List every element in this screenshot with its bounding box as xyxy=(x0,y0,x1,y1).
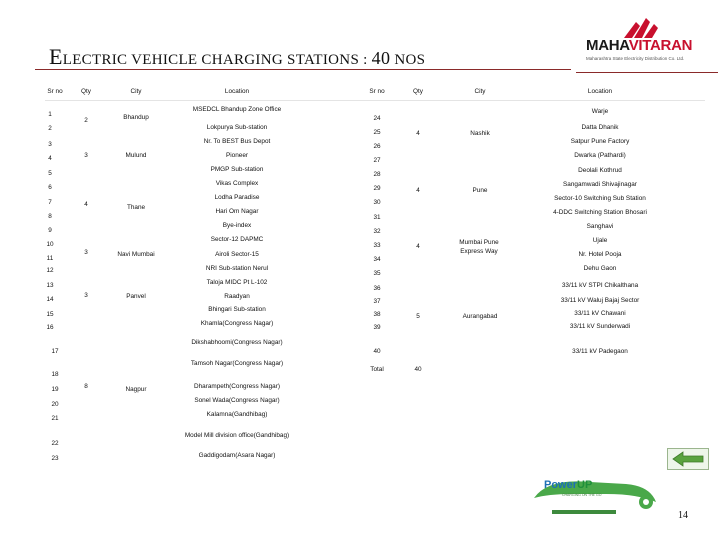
logo-name-b: VITARAN xyxy=(628,37,693,54)
powerup-text-b: UP xyxy=(577,479,593,491)
table-row-sr: 4 xyxy=(48,155,52,162)
back-arrow-icon[interactable] xyxy=(667,448,709,470)
table-row-sr: 25 xyxy=(373,129,381,136)
header-qty-2: Qty xyxy=(413,88,423,95)
table-row-sr: 30 xyxy=(373,199,381,206)
table-row-sr: 27 xyxy=(373,157,381,164)
table-row-location: Taloja MIDC Pt L-102 xyxy=(206,279,268,286)
table-row-location: Datta Dhanik xyxy=(581,124,619,131)
table-row-location: Sector-12 DAPMC xyxy=(210,236,264,243)
powerup-text-a: Power xyxy=(544,479,578,491)
table-row-sr: 11 xyxy=(46,255,54,262)
table-row-location: Khamla(Congress Nagar) xyxy=(200,320,274,327)
table-row-location: Sangamwadi Shivajinagar xyxy=(563,181,637,188)
group-qty: 8 xyxy=(84,383,88,390)
group-city: Aurangabad xyxy=(462,313,498,320)
table-row-location: Bye-index xyxy=(222,222,252,229)
table-row-sr: 28 xyxy=(373,171,381,178)
table-row-location: NRI Sub-station Nerul xyxy=(205,265,269,272)
group-city: Mumbai Pune Express Way xyxy=(459,239,499,255)
table-row-location: Lodha Paradise xyxy=(214,194,260,201)
group-qty: 5 xyxy=(416,313,420,320)
table-total-qty: 40 xyxy=(414,366,422,373)
table-row-location: Kalamna(Gandhibag) xyxy=(206,411,268,418)
table-row-location: Dwarka (Pathardi) xyxy=(574,152,626,159)
table-row-location: Warje xyxy=(591,108,609,115)
table-row-sr: 20 xyxy=(51,401,59,408)
group-city: Nashik xyxy=(470,130,490,137)
group-city: Navi Mumbai xyxy=(117,251,155,258)
logo-rule xyxy=(576,72,718,73)
table-row-sr: 24 xyxy=(373,115,381,122)
table-row-location: Dehu Gaon xyxy=(583,265,617,272)
table-row-location: Pioneer xyxy=(225,152,249,159)
header-divider xyxy=(45,100,705,101)
header-location-2: Location xyxy=(587,88,613,95)
table-row-sr: 37 xyxy=(373,298,381,305)
table-row-sr: 26 xyxy=(373,143,381,150)
group-qty: 4 xyxy=(84,201,88,208)
group-city: Nagpur xyxy=(125,386,147,393)
group-qty: 4 xyxy=(416,130,420,137)
slide-title xyxy=(49,44,425,70)
group-qty: 3 xyxy=(84,292,88,299)
table-row-location: Raadyan xyxy=(224,293,250,300)
header-sr-no-2: Sr no xyxy=(369,88,385,95)
powerup-wordmark xyxy=(544,479,592,491)
table-row-location: Hari Om Nagar xyxy=(215,208,259,215)
table-row-sr: 6 xyxy=(48,184,52,191)
table-row-sr: 36 xyxy=(373,285,381,292)
title-suffix: NOS xyxy=(390,52,426,68)
table-row-sr: 13 xyxy=(46,282,54,289)
table-row-sr: 23 xyxy=(51,455,59,462)
table-row-sr: 15 xyxy=(46,311,54,318)
table-row-sr: 12 xyxy=(46,267,54,274)
header-location: Location xyxy=(224,88,250,95)
table-row-location: Satpur Pune Factory xyxy=(570,138,630,145)
logo-wordmark xyxy=(586,37,692,54)
table-row-location: Dharampeth(Congress Nagar) xyxy=(194,383,280,390)
header-qty: Qty xyxy=(81,88,91,95)
table-row-location: 33/11 kV Waluj Bajaj Sector xyxy=(560,297,640,304)
table-row-sr: 2 xyxy=(48,125,52,132)
table-row-location: Model Mill division office(Gandhibag) xyxy=(184,432,290,439)
table-row-location: Tamsoh Nagar(Congress Nagar) xyxy=(190,360,284,367)
table-row-sr: 34 xyxy=(373,256,381,263)
title-initial: E xyxy=(49,44,63,69)
table-row-location: 33/11 kV STPI Chikalthana xyxy=(561,282,639,289)
title-rule xyxy=(35,69,571,70)
table-row-sr: 19 xyxy=(51,386,59,393)
table-row-location: Sonel Wada(Congress Nagar) xyxy=(194,397,280,404)
table-row-sr: 9 xyxy=(48,227,52,234)
table-row-location: Nr. Hotel Pooja xyxy=(578,251,622,258)
header-city: City xyxy=(130,88,142,95)
table-row-sr: 8 xyxy=(48,213,52,220)
group-qty: 4 xyxy=(416,243,420,250)
table-row-sr: 29 xyxy=(373,185,381,192)
table-row-location: Bhingari Sub-station xyxy=(208,306,266,313)
title-text: LECTRIC VEHICLE CHARGING STATIONS : xyxy=(62,52,372,68)
table-row-sr: 35 xyxy=(373,270,381,277)
group-city: Panvel xyxy=(126,293,146,300)
table-row-sr: 18 xyxy=(51,371,59,378)
table-row-location: 4-DDC Switching Station Bhosari xyxy=(553,209,647,216)
table-row-location: 33/11 kV Sunderwadi xyxy=(569,323,631,330)
logo-tagline: Maharashtra State Electricity Distribution Co. Ltd. xyxy=(586,56,685,61)
header-sr-no: Sr no xyxy=(47,88,63,95)
group-city: Bhandup xyxy=(123,114,149,121)
group-city: Thane xyxy=(126,204,146,211)
table-row-location: Nr. To BEST Bus Depot xyxy=(203,138,271,145)
table-row-sr: 17 xyxy=(51,348,59,355)
table-row-location: Gaddigodam(Asara Nagar) xyxy=(198,452,276,459)
table-row-sr: 21 xyxy=(51,415,59,422)
table-row-location: MSEDCL Bhandup Zone Office xyxy=(192,106,282,113)
header-city-2: City xyxy=(474,88,486,95)
table-row-sr: 22 xyxy=(51,440,59,447)
table-row-sr: 14 xyxy=(46,296,54,303)
group-qty: 3 xyxy=(84,152,88,159)
table-row-location: Ujale xyxy=(592,237,608,244)
table-row-sr: 32 xyxy=(373,228,381,235)
table-row-sr: 40 xyxy=(373,348,381,355)
table-row-location: PMGP Sub-station xyxy=(210,166,264,173)
table-row-location: 33/11 kV Chawani xyxy=(574,310,626,317)
table-row-location: 33/11 kV Padegaon xyxy=(572,348,628,355)
powerup-tagline: CHARGING ON THE GO xyxy=(562,493,602,497)
table-row-location: Lokpurya Sub-station xyxy=(206,124,268,131)
group-qty: 2 xyxy=(84,117,88,124)
group-qty: 3 xyxy=(84,249,88,256)
table-row-sr: 33 xyxy=(373,242,381,249)
group-city: Pune xyxy=(472,187,488,194)
table-row-sr: 1 xyxy=(48,111,52,118)
table-row-sr: 3 xyxy=(48,141,52,148)
table-row-location: Dikshabhoomi(Congress Nagar) xyxy=(191,339,283,346)
group-qty: 4 xyxy=(416,187,420,194)
table-row-location: Airoli Sector-15 xyxy=(215,251,259,258)
table-row-sr: 16 xyxy=(46,324,54,331)
table-row-location: Vikas Complex xyxy=(215,180,259,187)
table-row-location: Sector-10 Switching Sub Station xyxy=(554,195,646,202)
table-row-sr: 7 xyxy=(48,199,52,206)
group-city: Mulund xyxy=(125,152,147,159)
table-row-sr: 31 xyxy=(373,214,381,221)
table-row-location: Deolali Kothrud xyxy=(578,167,622,174)
title-count: 40 xyxy=(371,48,391,68)
table-row-sr: 38 xyxy=(373,311,381,318)
table-row-sr: 5 xyxy=(48,170,52,177)
table-row-sr: 10 xyxy=(46,241,54,248)
table-total-label: Total xyxy=(370,366,384,373)
logo-name-a: MAHA xyxy=(586,37,629,54)
page-number: 14 xyxy=(678,510,688,521)
table-row-location: Sanghavi xyxy=(586,223,614,230)
table-row-sr: 39 xyxy=(373,324,381,331)
